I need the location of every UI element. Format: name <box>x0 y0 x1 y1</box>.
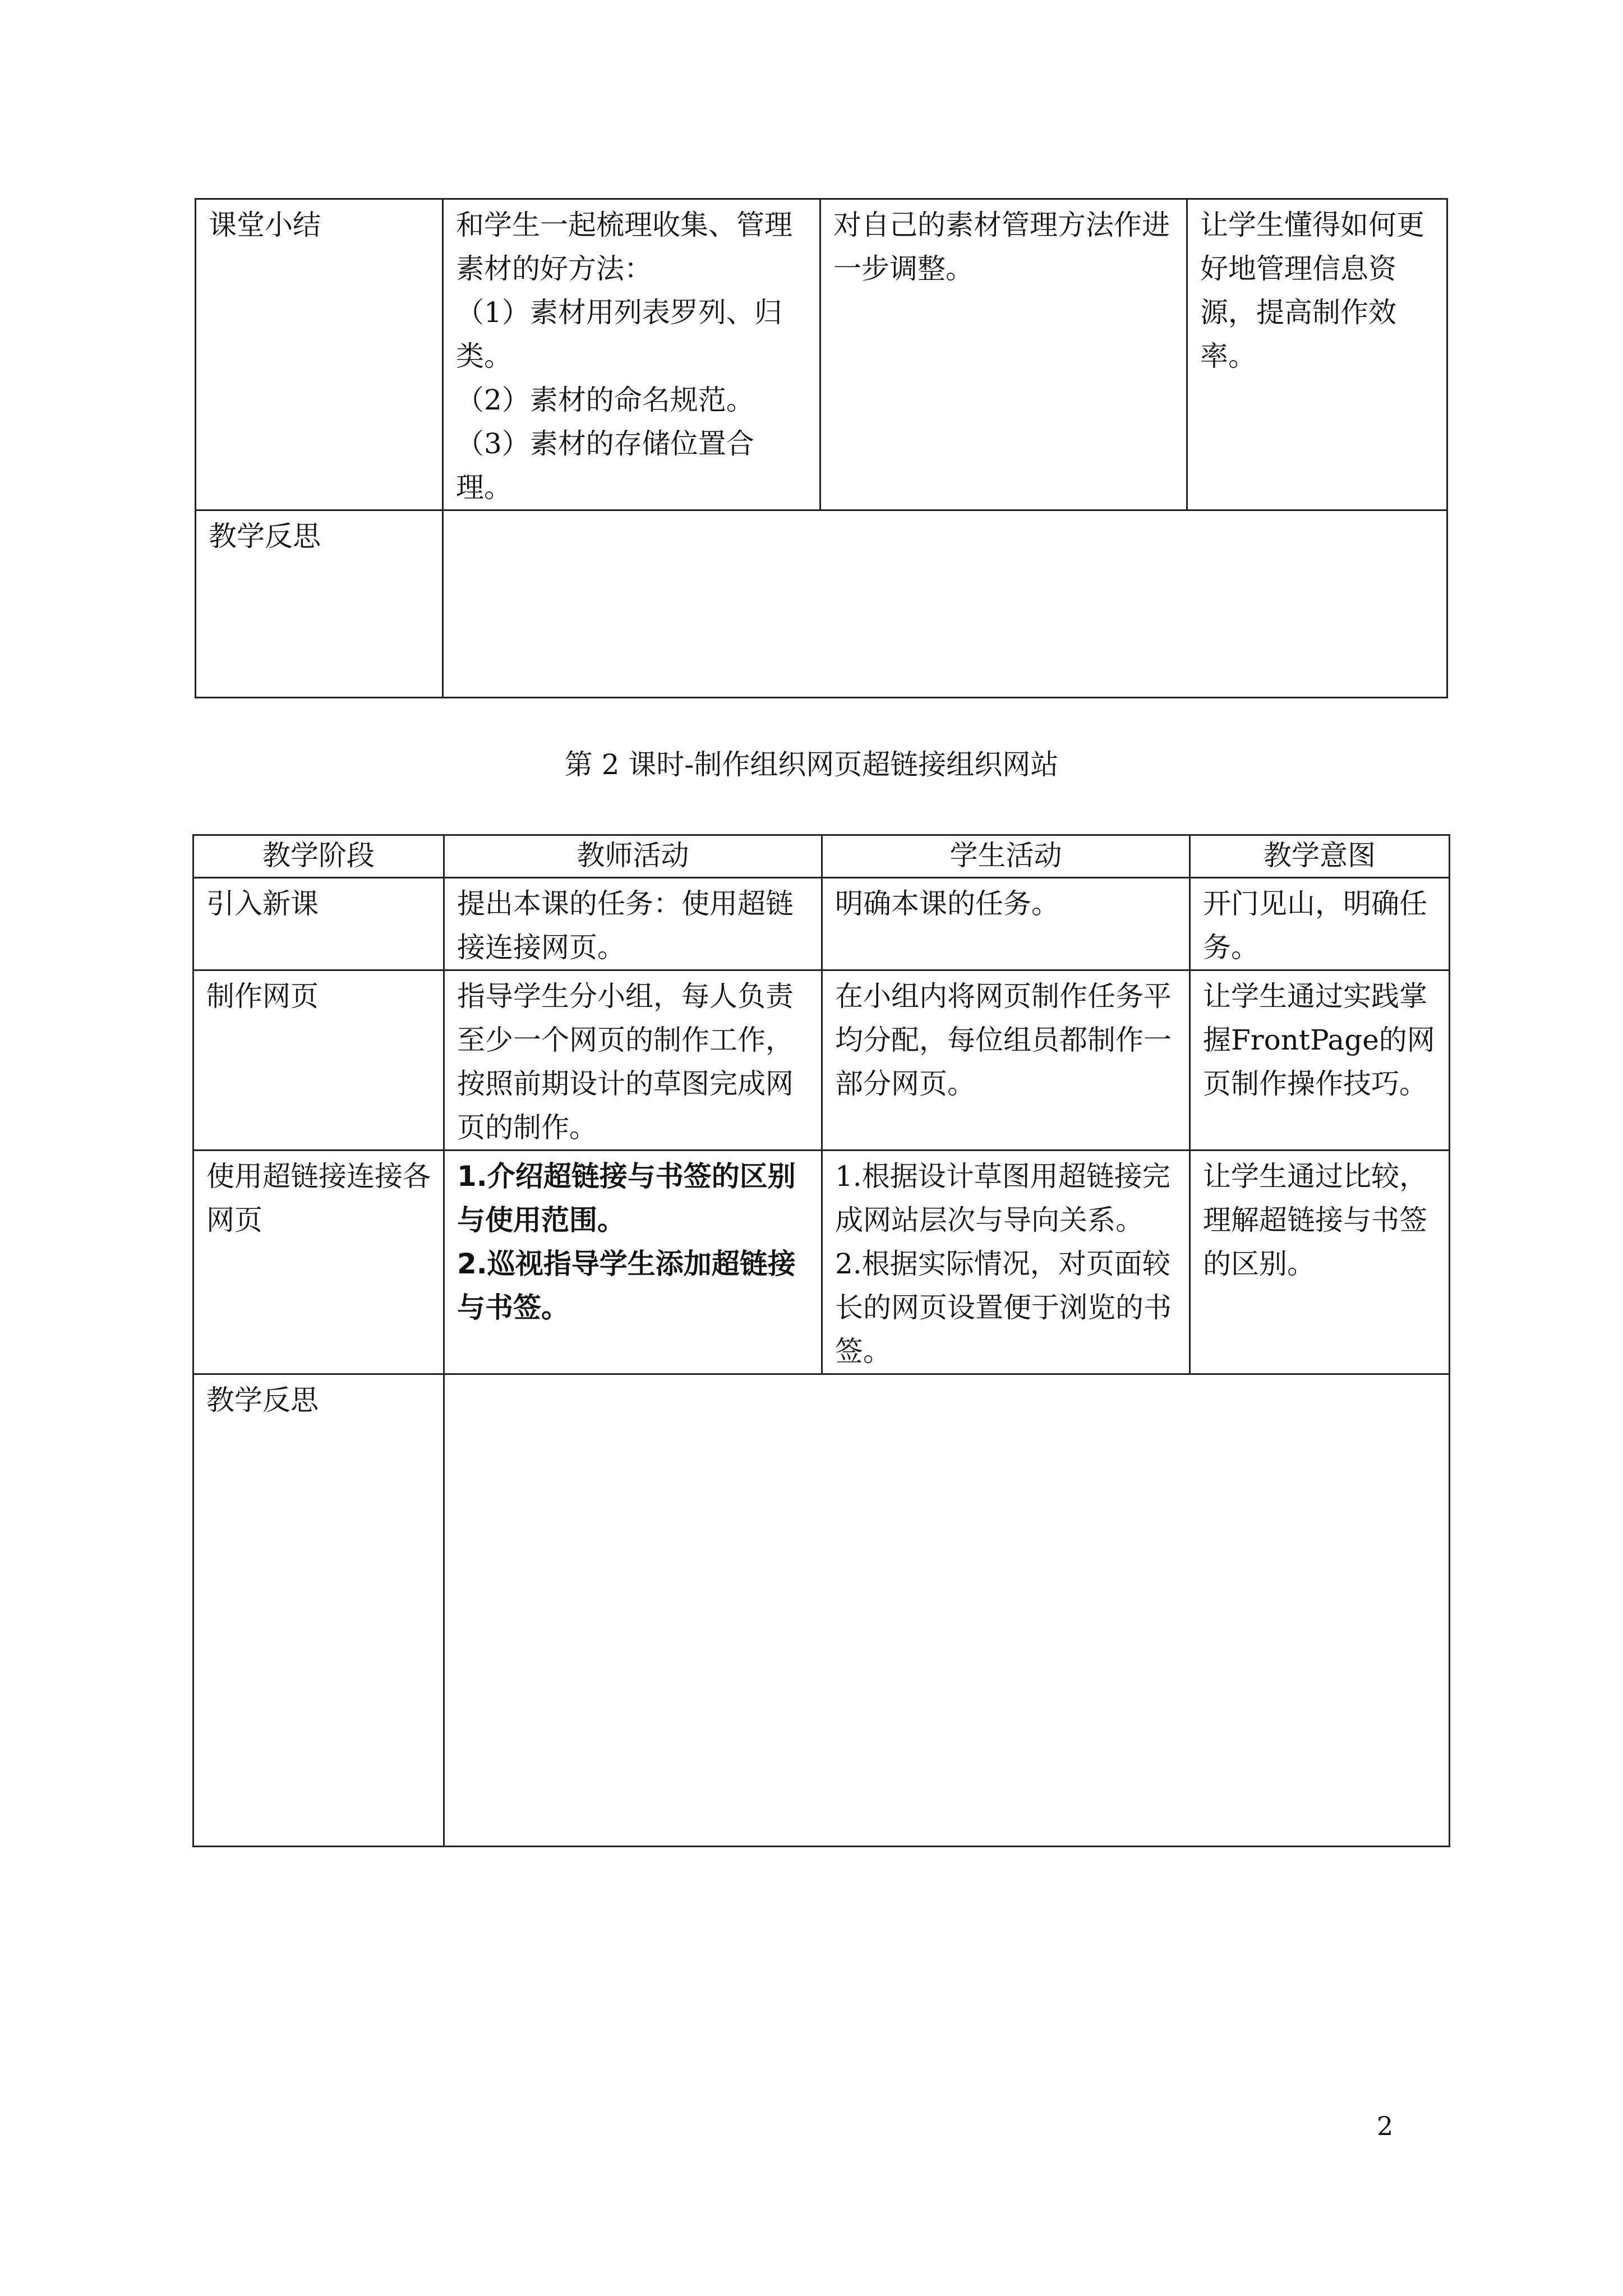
cell-line: 和学生一起梳理收集、管理素材的好方法： <box>456 209 792 285</box>
teacher-activity-cell <box>444 970 822 1151</box>
stage-cell: 使用超链接连接各网页 <box>193 1151 444 1374</box>
stage-cell: 教学反思 <box>193 1374 444 1847</box>
intent-cell: 让学生通过实践掌握FrontPage的网页制作操作技巧。 <box>1190 970 1450 1151</box>
cell-line: （2）素材的命名规范。 <box>456 384 754 416</box>
cell-line: 1.根据设计草图用超链接完成网站层次与导向关系。 <box>835 1160 1170 1236</box>
column-header: 教学阶段 <box>193 835 444 878</box>
column-header: 教师活动 <box>444 835 822 878</box>
lesson-title: 第 2 课时-制作组织网页超链接组织网站 <box>564 748 1059 781</box>
student-activity-cell <box>822 878 1190 970</box>
summary-table <box>195 198 1448 698</box>
cell-line: （1）素材用列表罗列、归类。 <box>456 296 782 372</box>
cell-line: 指导学生分小组，每人负责至少一个网页的制作工作，按照前期设计的草图完成网页的制作。 <box>457 980 794 1144</box>
cell-line: 2.巡视指导学生添加超链接与书签。 <box>457 1248 796 1324</box>
table-row <box>193 1151 1450 1374</box>
stage-cell: 教学反思 <box>196 510 443 698</box>
teacher-activity-cell <box>443 199 820 510</box>
stage-cell: 引入新课 <box>193 878 444 970</box>
cell-line: 在小组内将网页制作任务平均分配，每位组员都制作一部分网页。 <box>835 980 1172 1100</box>
cell-line: 明确本课的任务。 <box>835 887 1059 920</box>
cell-line: 2.根据实际情况，对页面较长的网页设置便于浏览的书签。 <box>835 1248 1172 1368</box>
reflection-cell <box>443 510 1447 698</box>
cell-line: 1.介绍超链接与书签的区别与使用范围。 <box>457 1160 796 1236</box>
intent-cell: 让学生懂得如何更好地管理信息资源，提高制作效率。 <box>1187 199 1447 510</box>
student-activity-cell: 对自己的素材管理方法作进一步调整。 <box>820 199 1187 510</box>
student-activity-cell <box>822 1151 1190 1374</box>
cell-line: 提出本课的任务：使用超链接连接网页。 <box>457 887 794 964</box>
teacher-activity-cell <box>444 1151 822 1374</box>
stage-cell: 制作网页 <box>193 970 444 1151</box>
student-activity-cell <box>822 970 1190 1151</box>
intent-cell: 开门见山，明确任务。 <box>1190 878 1450 970</box>
teacher-activity-cell <box>444 878 822 970</box>
table-row <box>196 199 1447 510</box>
table-row <box>196 510 1447 698</box>
stage-cell: 课堂小结 <box>196 199 443 510</box>
page-number: 2 <box>1377 2111 1394 2141</box>
table-row <box>193 1374 1450 1847</box>
table-row <box>193 970 1450 1151</box>
column-header: 学生活动 <box>822 835 1190 878</box>
table-row <box>193 878 1450 970</box>
lesson-table <box>192 834 1450 1847</box>
reflection-cell <box>444 1374 1450 1847</box>
column-header: 教学意图 <box>1190 835 1450 878</box>
intent-cell: 让学生通过比较，理解超链接与书签的区别。 <box>1190 1151 1450 1374</box>
table-header-row <box>193 835 1450 878</box>
cell-line: （3）素材的存储位置合理。 <box>456 427 754 504</box>
